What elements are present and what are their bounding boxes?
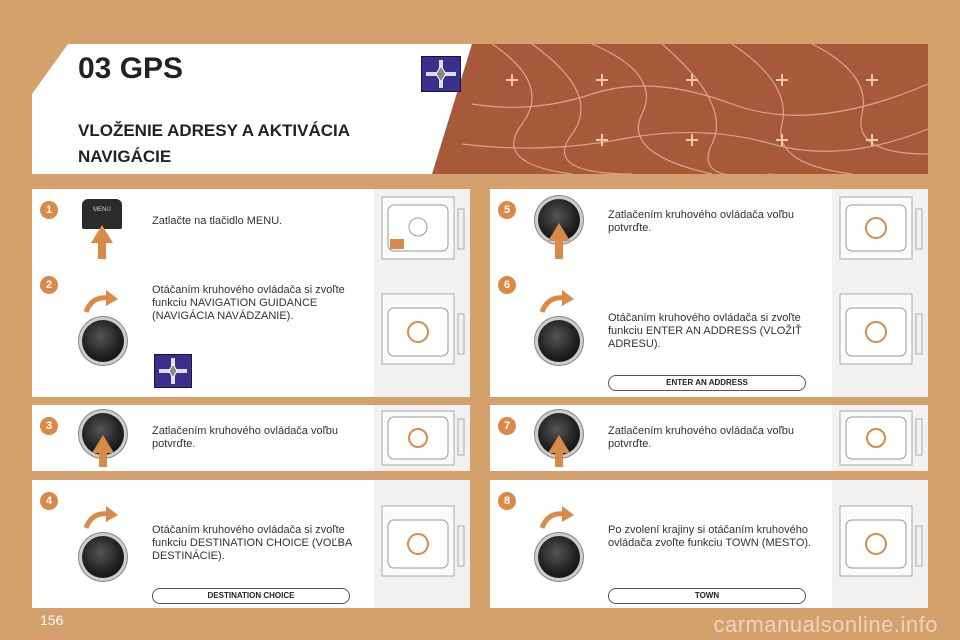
step-text: Otáčaním kruhového ovládača si zvoľte funkciu NAVIGATION GUIDANCE (NAVIGÁCIA NAVÁDZANIE).: [152, 284, 345, 322]
step-card-4: [32, 480, 470, 608]
destination-choice-label: DESTINATION CHOICE: [152, 588, 350, 604]
step-card-7: [490, 405, 928, 471]
radio-control-icon: [374, 405, 470, 471]
navigation-guidance-icon: [154, 354, 192, 388]
radio-panel: [374, 405, 470, 471]
radio-control-icon: [832, 189, 928, 269]
step-text: Otáčaním kruhového ovládača si zvoľte funkciu ENTER AN ADDRESS (VLOŽIŤ ADRESU).: [608, 312, 802, 350]
press-arrow-stem: [555, 453, 563, 467]
step-number: 8: [498, 492, 516, 510]
title-line-1: VLOŽENIE ADRESY A AKTIVÁCIA: [78, 121, 351, 140]
press-arrow-icon: [548, 435, 570, 453]
step-text: Zatlačením kruhového ovládača voľbu potvrďte.: [608, 209, 795, 234]
rotate-arrow-icon: [82, 290, 118, 314]
radio-control-icon: [832, 405, 928, 471]
step-card-8: [490, 480, 928, 608]
step-number: 2: [40, 276, 58, 294]
press-arrow-icon: [91, 225, 113, 243]
radio-control-icon: [374, 189, 470, 269]
map-contours: [432, 44, 928, 174]
radio-panel: [374, 480, 470, 608]
step-card-2: [32, 264, 470, 397]
page-number: 156: [40, 612, 64, 628]
step-number: 4: [40, 492, 58, 510]
radio-panel: [832, 189, 928, 269]
step-card-5: [490, 189, 928, 269]
rotate-arrow-icon: [82, 506, 118, 530]
rotate-arrow-icon: [538, 506, 574, 530]
rotary-knob: [82, 320, 124, 362]
radio-panel: [832, 264, 928, 397]
step-text: Zatlačením kruhového ovládača voľbu potvrďte.: [152, 425, 339, 450]
page-title: [78, 118, 458, 170]
step-card-1: [32, 189, 470, 269]
radio-panel: [374, 189, 470, 269]
title-line-2: NAVIGÁCIE: [78, 147, 172, 166]
radio-control-icon: [832, 480, 928, 608]
radio-panel: [832, 480, 928, 608]
radio-control-icon: [832, 264, 928, 397]
menu-button-icon: MENU: [82, 199, 122, 229]
rotate-arrow-icon: [538, 290, 574, 314]
step-card-6: [490, 264, 928, 397]
step-text: Otáčaním kruhového ovládača si zvoľte funkciu DESTINATION CHOICE (VOĽBA DESTINÁCIE).: [152, 524, 352, 562]
step-card-3: [32, 405, 470, 471]
rotary-knob: [82, 536, 124, 578]
press-arrow-stem: [99, 453, 107, 467]
gps-navigation-icon: [421, 56, 461, 92]
radio-control-icon: [374, 264, 470, 397]
chapter-title: 03 GPS: [78, 52, 184, 85]
radio-panel: [832, 405, 928, 471]
radio-control-icon: [374, 480, 470, 608]
step-number: 1: [40, 201, 58, 219]
step-text: Zatlačte na tlačidlo MENU.: [152, 215, 283, 227]
radio-panel: [374, 264, 470, 397]
step-text: Po zvolení krajiny si otáčaním kruhového ovládača zvoľte funkciu TOWN (MESTO).: [608, 524, 812, 549]
rotary-knob: [538, 320, 580, 362]
town-label: TOWN: [608, 588, 806, 604]
topographic-map-banner: [432, 44, 928, 174]
press-arrow-stem: [555, 241, 563, 259]
watermark: carmanualsonline.info: [713, 612, 938, 637]
press-arrow-icon: [92, 435, 114, 453]
press-arrow-stem: [98, 243, 106, 259]
press-arrow-icon: [548, 223, 570, 241]
step-number: 6: [498, 276, 516, 294]
step-number: 5: [498, 201, 516, 219]
step-text: Zatlačením kruhového ovládača voľbu potvrďte.: [608, 425, 795, 450]
step-number: 3: [40, 417, 58, 435]
rotary-knob: [538, 536, 580, 578]
step-number: 7: [498, 417, 516, 435]
enter-an-address-label: ENTER AN ADDRESS: [608, 375, 806, 391]
